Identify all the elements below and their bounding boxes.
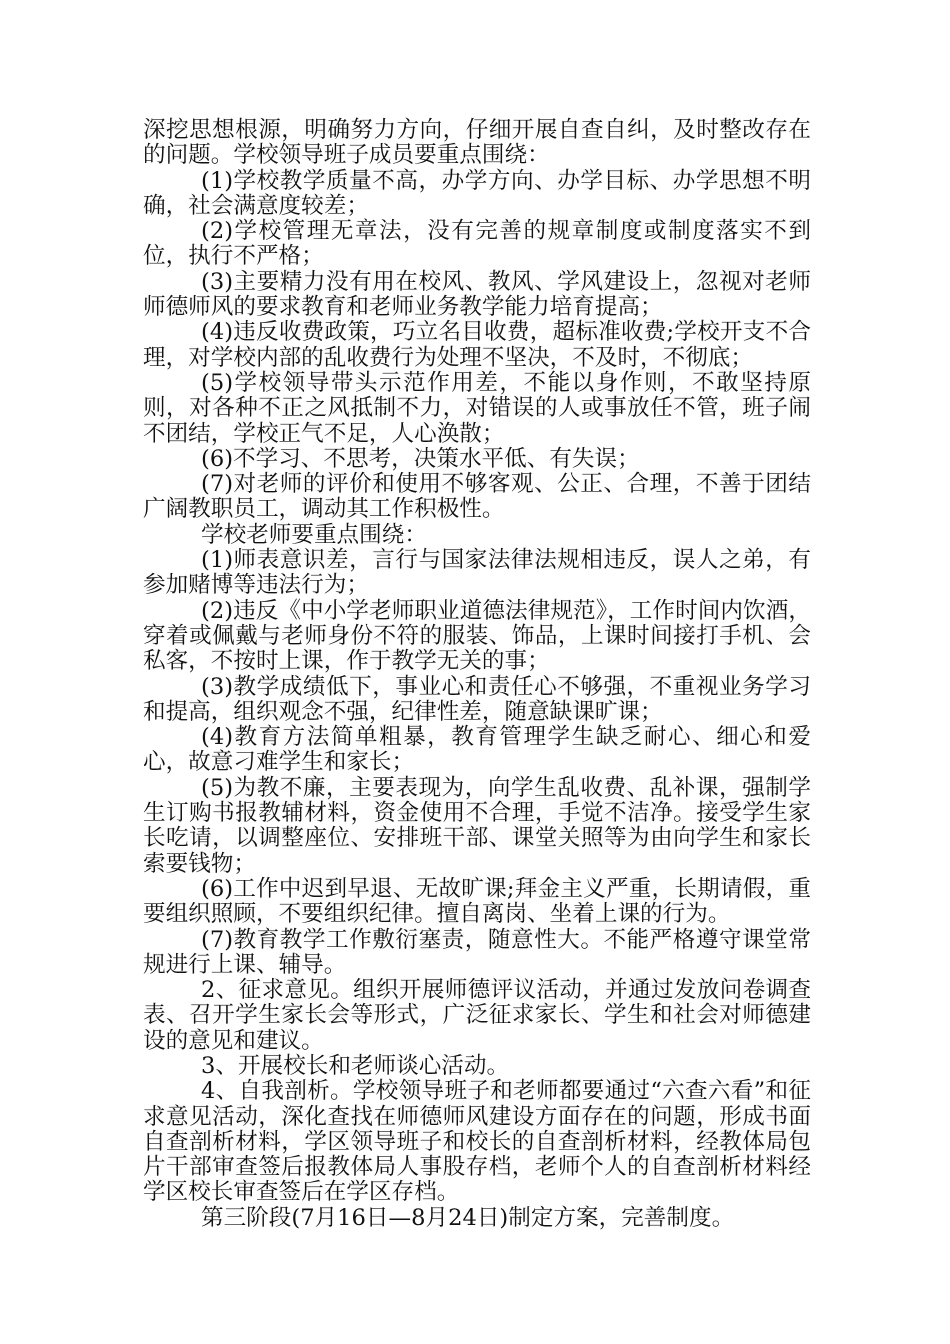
teacher-item-1: (1)师表意识差，言行与国家法律法规相违反，误人之弟，有参加赌博等违法行为； xyxy=(143,547,811,599)
teacher-item-5: (5)为教不廉，主要表现为，向学生乱收费、乱补课，强制学生订购书报教辅材料，资金使用不合理，手觉不洁净。接受学生家长吃请，以调整座位、安排班干部、课堂关照等为由向学生和家长索要钱物； xyxy=(143,774,811,877)
teacher-item-2: (2)违反《中小学老师职业道德法律规范》，工作时间内饮酒，穿着或佩戴与老师身份不符的服装、饰品，上课时间接打手机、会私客，不按时上课，作于教学无关的事； xyxy=(143,597,811,675)
document-page xyxy=(143,118,811,1231)
teacher-item-4: (4)教育方法简单粗暴，教育管理学生缺乏耐心、细心和爱心，故意刁难学生和家长； xyxy=(143,724,811,776)
paragraph-continuation: 深挖思想根源，明确努力方向，仔细开展自查自纠，及时整改存在的问题。学校领导班子成员要重点围绕： xyxy=(143,117,811,169)
leader-item-3: (3)主要精力没有用在校风、教风、学风建设上，忽视对老师师德师风的要求教育和老师业务教学能力培育提高； xyxy=(143,268,811,321)
teacher-item-3: (3)教学成绩低下，事业心和责任心不够强，不重视业务学习和提高，组织观念不强，纪律性差，随意缺课旷课； xyxy=(143,673,811,725)
step-2-paragraph: 2、征求意见。组织开展师德评议活动，并通过发放问卷调查表、召开学生家长会等形式，广泛征求家长、学生和社会对师德建设的意见和建议。 xyxy=(143,977,811,1054)
leader-item-7: (7)对老师的评价和使用不够客观、公正、合理，不善于团结广阔教职员工，调动其工作积极性。 xyxy=(143,471,811,523)
step-4-paragraph: 4、自我剖析。学校领导班子和老师都要通过“六查六看”和征求意见活动，深化查找在师德师风建设方面存在的问题，形成书面自查剖析材料，学区领导班子和校长的自查剖析材料，经教体局包片干部审查签后报教体局人事股存档，老师个人的自查剖析材料经学区校长审查签后在学区存档。 xyxy=(143,1078,811,1206)
leader-item-2: (2)学校管理无章法，没有完善的规章制度或制度落实不到位，执行不严格； xyxy=(143,218,811,270)
leader-item-1: (1)学校教学质量不高，办学方向、办学目标、办学思想不明确，社会满意度较差； xyxy=(143,167,811,219)
teacher-item-7: (7)教育教学工作敷衍塞责，随意性大。不能严格遵守课堂常规进行上课、辅导。 xyxy=(143,926,811,978)
teacher-item-6: (6)工作中迟到早退、无故旷课;拜金主义严重，长期请假，重要组织照顾，不要组织纪律。擅自离岗、坐着上课的行为。 xyxy=(143,875,811,928)
leader-item-5: (5)学校领导带头示范作用差，不能以身作则，不敢坚持原则，对各种不正之风抵制不力，对错误的人或事放任不管，班子闹不团结，学校正气不足，人心涣散； xyxy=(143,369,811,447)
teacher-section-heading: 学校老师要重点围绕： xyxy=(201,521,427,548)
leader-item-4: (4)违反收费政策，巧立名目收费，超标准收费;学校开支不合理，对学校内部的乱收费行为处理不坚决，不及时，不彻底； xyxy=(143,319,811,371)
step-3-paragraph: 3、开展校长和老师谈心活动。 xyxy=(201,1052,510,1079)
leader-item-6: (6)不学习、不思考，决策水平低、有失误； xyxy=(201,445,640,472)
phase-3-heading: 第三阶段(7月16日—8月24日)制定方案，完善制度。 xyxy=(201,1204,735,1231)
